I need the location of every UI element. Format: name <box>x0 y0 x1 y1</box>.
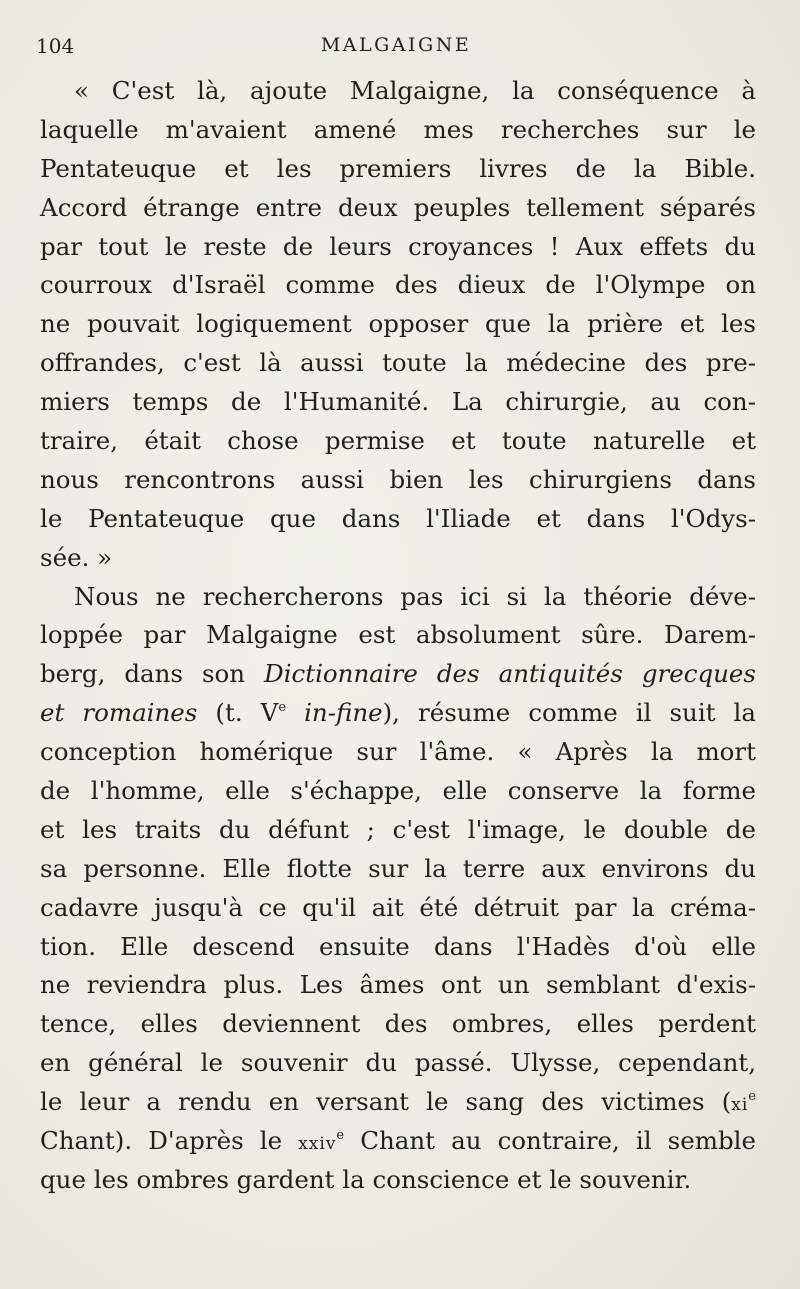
text-line: de l'homme, elle s'échappe, elle conserve la forme <box>40 776 756 806</box>
text-line: cadavre jusqu'à ce qu'il ait été détruit par la créma- <box>40 892 756 922</box>
small-caps-segment: xi <box>731 1095 749 1116</box>
text-line: et les traits du défunt ; c'est l'image, le double de <box>40 814 756 844</box>
text-line: Accord étrange entre deux peuples tellement séparés <box>40 192 756 222</box>
text-segment: berg, dans son <box>40 659 246 689</box>
text-segment: Chant). D'après le <box>40 1126 283 1156</box>
text-line: miers temps de l'Humanité. La chirurgie, au con- <box>40 387 756 417</box>
text-line: ne pouvait logiquement opposer que la prière et les <box>40 309 756 339</box>
text-line <box>40 1122 756 1161</box>
text-line: traire, était chose permise et toute naturelle et <box>40 426 756 456</box>
text-line: en général le souvenir du passé. Ulysse, cependant, <box>40 1048 756 1078</box>
text-line: Nous ne rechercherons pas ici si la théorie déve- <box>74 581 756 611</box>
running-title: MALGAIGNE <box>320 34 472 56</box>
text-line <box>40 694 756 733</box>
text-line: « C'est là, ajoute Malgaigne, la conséquence à <box>74 76 756 105</box>
text-line <box>40 1083 756 1122</box>
italic-title-segment: et romaines <box>40 698 198 728</box>
text-line: courroux d'Israël comme des dieux de l'Olympe on <box>40 270 756 300</box>
text-segment: ), résume comme il suit la <box>382 698 756 728</box>
text-line: offrandes, c'est là aussi toute la médecine des pre- <box>40 348 756 378</box>
text-line: tion. Elle descend ensuite dans l'Hadès d'où elle <box>40 931 756 961</box>
text-line: nous rencontrons aussi bien les chirurgiens dans <box>40 464 756 494</box>
text-line: Pentateuque et les premiers livres de la Bible. <box>40 153 756 183</box>
italic-title-segment: Dictionnaire des antiquités grecques <box>264 659 756 689</box>
text-line: tence, elles deviennent des ombres, elles perdent <box>40 1009 756 1039</box>
text-line: sée. » <box>40 542 113 572</box>
text-line: ne reviendra plus. Les âmes ont un semblant d'exis- <box>40 970 756 1000</box>
text-segment: (t. V <box>215 698 279 728</box>
page-header <box>36 34 756 64</box>
superscript: e <box>748 1089 756 1105</box>
text-line: le Pentateuque que dans l'Iliade et dans l'Odys- <box>40 503 756 533</box>
text-line: que les ombres gardent la conscience et le souvenir. <box>40 1164 692 1194</box>
text-line: loppée par Malgaigne est absolument sûre. Darem- <box>40 620 756 650</box>
body-text <box>40 72 756 1200</box>
text-line: sa personne. Elle flotte sur la terre aux environs du <box>40 853 756 883</box>
page-number: 104 <box>36 34 75 58</box>
text-segment: le leur a rendu en versant le sang des victimes ( <box>40 1087 732 1117</box>
text-line: conception homérique sur l'âme. « Après la mort <box>40 737 756 767</box>
text-segment: Chant au contraire, il semble <box>360 1126 757 1156</box>
italic-segment: in-fine <box>304 698 383 728</box>
superscript: e <box>336 1128 345 1144</box>
superscript: e <box>278 700 287 716</box>
small-caps-segment: xxiv <box>298 1134 337 1155</box>
text-line: par tout le reste de leurs croyances ! Aux effets du <box>40 231 756 261</box>
text-line: laquelle m'avaient amené mes recherches sur le <box>40 114 756 144</box>
text-line <box>40 655 756 694</box>
